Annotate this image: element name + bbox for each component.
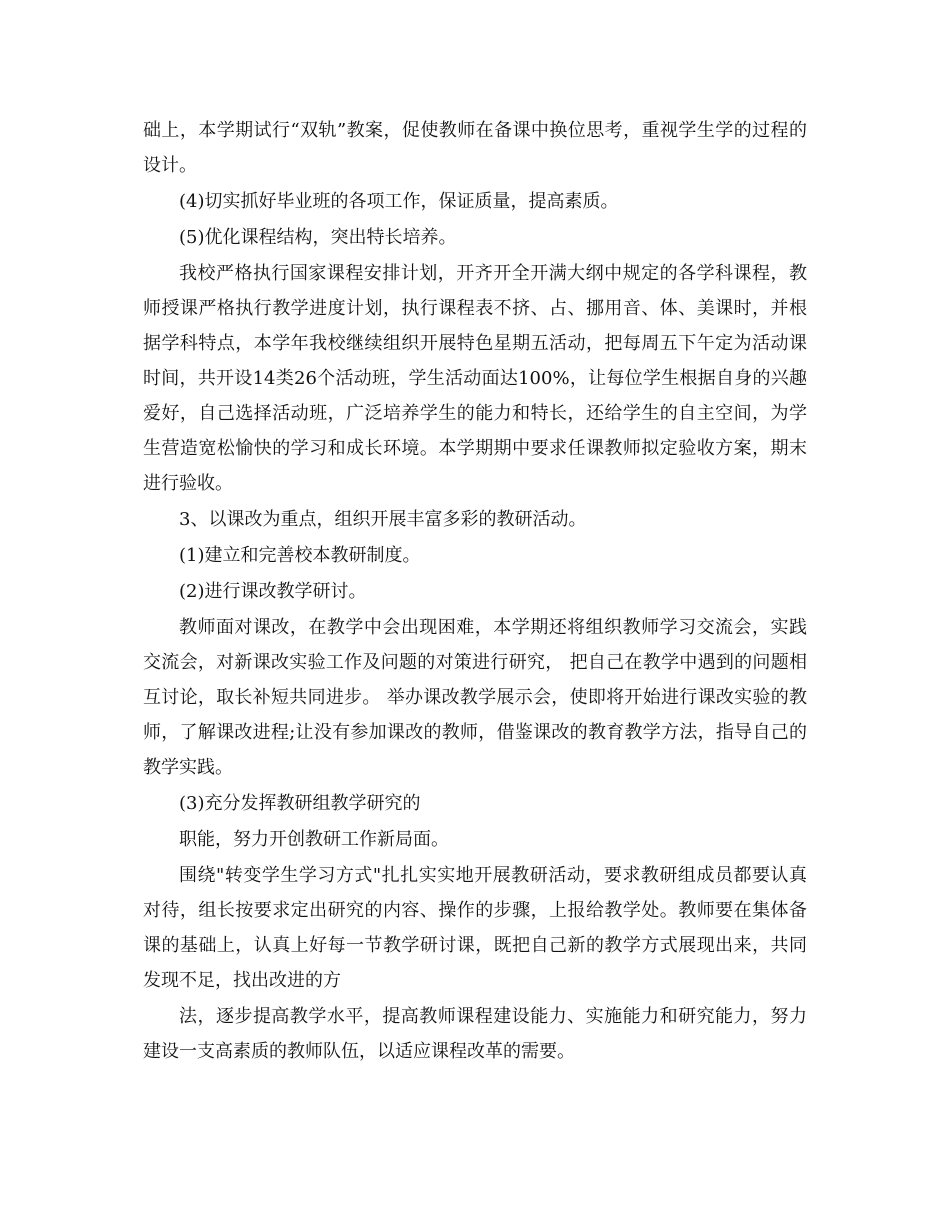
paragraph: 职能，努力开创教研工作新局面。: [179, 829, 449, 850]
paragraph: (1)建立和完善校本教研制度。: [179, 545, 421, 566]
paragraph: (2)进行课改教学研讨。: [179, 581, 367, 602]
document-body: [143, 113, 807, 1070]
paragraph: (4)切实抓好毕业班的各项工作，保证质量，提高素质。: [179, 191, 619, 212]
paragraph: 3、以课改为重点，组织开展丰富多彩的教研活动。: [179, 509, 587, 530]
paragraph: 我校严格执行国家课程安排计划，开齐开全开满大纲中规定的各学科课程，教师授课严格执行教学进度计划，执行课程表不挤、占、挪用音、体、美课时，并根据学科特点，本学年我校继续组织开展特色星期五活动，把每周五下午定为活动课时间，共开设14类26个活动班，学生活动面达100%，让每位学生根据自身的兴趣爱好，自己选择活动班，广泛培养学生的能力和特长，还给学生的自主空间，为学生营造宽松愉快的学习和成长环境。本学期期中要求任课教师拟定验收方案，期末进行验收。: [143, 263, 807, 494]
paragraph: 础上，本学期试行“双轨”教案，促使教师在备课中换位思考，重视学生学的过程的设计。: [143, 120, 807, 176]
paragraph: 法，逐步提高教学水平，提高教师课程建设能力、实施能力和研究能力，努力建设一支高素质的教师队伍，以适应课程改革的需要。: [143, 1006, 807, 1062]
paragraph: 围绕"转变学生学习方式"扎扎实实地开展教研活动，要求教研组成员都要认真对待，组长按要求定出研究的内容、操作的步骤，上报给教学处。教师要在集体备课的基础上，认真上好每一节教学研讨课，既把自己新的教学方式展现出来，共同发现不足，找出改进的方: [143, 865, 807, 991]
paragraph: (5)优化课程结构，突出特长培养。: [179, 227, 457, 248]
paragraph: (3)充分发挥教研组教学研究的: [179, 793, 421, 814]
paragraph: 教师面对课改，在教学中会出现困难，本学期还将组织教师学习交流会，实践交流会，对新课改实验工作及问题的对策进行研究， 把自己在教学中遇到的问题相互讨论，取长补短共同进步。 举办课改教学展示会，使即将开始进行课改实验的教师，了解课改进程;让没有参加课改的教师，借鉴课改的教育教学方法，指导自己的教学实践。: [143, 617, 807, 778]
